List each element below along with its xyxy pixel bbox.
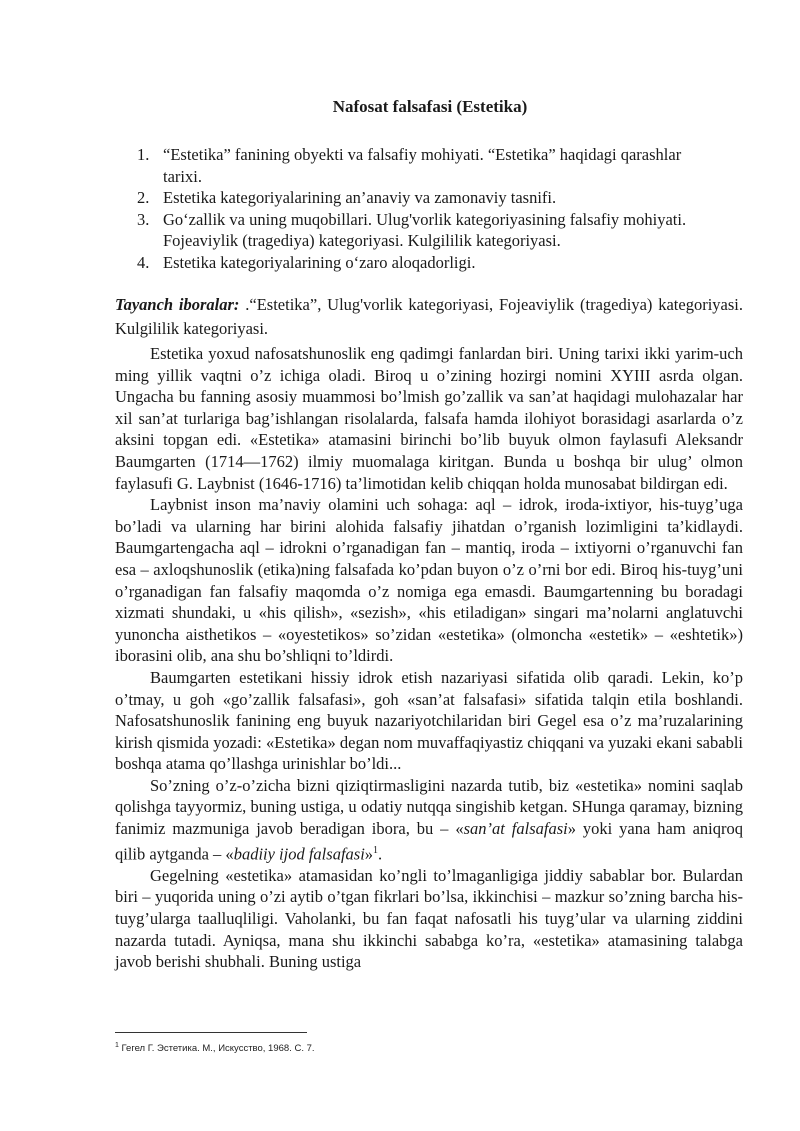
plan-item-number: 2.	[137, 188, 150, 207]
plan-item	[137, 144, 697, 187]
plan-item	[137, 209, 697, 252]
paragraph: Estetika yoxud nafosatshunoslik eng qadimgi fanlardan biri. Uning tarixi ikki yarim-uch ming yillik vaqtni o’z ichiga oladi. Biroq u o’zining hozirgi nomini XYIII asrda olgan. Ungacha bu fanning asosiy muammosi bo’lmish go’zallik va san’at haqidagi mulohazalar har xil san’at turlariga bag’ishlangan risolalarda, falsafa hamda ilohiyot borasidagi asarlarda o’z aksini topgan edi. «Estetika» atamasini birinchi bo’lib buyuk olmon faylasufi Aleksandr Baumgarten (1714—1762) ilmiy muomalaga kiritgan. Bunda u boshqa bir ulug’ olmon faylasufi G. Laybnist (1646-1716) ta’limotidan kelib chiqqan holda munosabat bildirgan edi.	[115, 344, 743, 493]
paragraph-text: .	[378, 844, 383, 864]
paragraph-text: »	[364, 844, 374, 864]
plan-item-number: 3.	[137, 209, 150, 229]
paragraph-text: So’zning o’z-o’zicha bizni qiziqtirmasligini nazarda tutib, biz «estetika» nomini saqlab qolishga tayyormiz, buning ustiga, u odatiy nutqqa singishib ketgan. SHunga qaramay, bizning fanimiz mazmuniga javob beradigan ibora, bu – «	[115, 775, 743, 839]
plan-item-text: “Estetika” fanining obyekti va falsafiy mohiyati. “Estetika” haqidagi qarashlar tarixi.	[163, 145, 682, 186]
paragraph-text: » yoki yana ham aniqroq qilib aytganda – «	[115, 819, 743, 864]
key-terms-text: .“Estetika”, Ulug'vorlik kategoriyasi, Fojeaviylik (tragediya) kategoriyasi. Kulgililik kategoriyasi.	[115, 295, 743, 338]
plan-item-text: Go‘zallik va uning muqobillari. Ulug'vorlik kategoriyasining falsafiy mohiyati. Fojeaviylik (tragediya) kategoriyasi. Kulgililik kategoriyasi.	[163, 209, 687, 250]
plan-item-text: Estetika kategoriyalarining an’anaviy va zamonaviy tasnifi.	[163, 188, 557, 207]
lecture-plan-list	[137, 144, 697, 273]
footnote-separator	[115, 1032, 307, 1033]
footnote-text: Гегел Г. Эстетика. М., Искусство, 1968. С. 7.	[118, 1043, 315, 1055]
footnote-ref[interactable]: 1	[373, 844, 379, 856]
key-terms-label: Tayanch iboralar:	[115, 295, 240, 314]
plan-item-number: 4.	[137, 252, 150, 272]
paragraph: Gegelning «estetika» atamasidan ko’ngli to’lmaganligiga jiddiy sabablar bor. Bulardan biri – yuqorida uning o’zi aytib o’tgan fikrlari bo’lsa, ikkinchisi – mazkur so’zning barcha his-tuyg’ularga taalluqliligi. Vaholanki, bu fan faqat nafosatli his tuyg’ular va ularning ziddini nazarda tutadi. Ayniqsa, mana shu ikkinchi sababga ko’ra, «estetika» atamasining talabga javob berishi shubhali. Buning ustiga	[115, 865, 743, 972]
italic-phrase: badiiy ijod falsafasi	[233, 844, 365, 864]
body-text	[115, 343, 743, 973]
key-terms-paragraph	[115, 293, 743, 341]
document-title: Nafosat falsafasi (Estetika)	[332, 97, 528, 116]
plan-item-number: 1.	[137, 145, 150, 164]
footnote-number: 1	[115, 1042, 119, 1049]
paragraph	[115, 775, 743, 865]
paragraph: Laybnist inson ma’naviy olamini uch sohaga: aql – idrok, iroda-ixtiyor, his-tuyg’uga bo’ladi va ularning har birini alohida falsafiy jihatdan o’rganish lozimligini ta’kidlaydi. Baumgartengacha aql – idrokni o’rganadigan fan – mantiq, iroda – ixtiyorni o’rganuvchi fan esa – axloqshunoslik (etika)ning falsafada ko’pdan buyon o’z o’rni bor edi. Biroq his-tuyg’uni o’rganadigan fan falsafiy maqomda o’z nomiga ega emasdi. Baumgartenning bu boradagi xizmati shundaki, u «his qilish», «sezish», «his etiladigan» singari ma’nolarni anglatuvchi yunoncha aisthetikos – «oyestetikos» so’zidan «estetika» (olmoncha «estetik» – «eshtetik») iborasini olib, ana shu bo’shliqni to’ldirdi.	[115, 495, 743, 666]
footnote	[115, 1042, 315, 1054]
plan-item-text: Estetika kategoriyalarining o‘zaro aloqadorligi.	[163, 252, 476, 272]
plan-item	[137, 252, 697, 274]
plan-item	[137, 187, 697, 209]
paragraph: Baumgarten estetikani hissiy idrok etish nazariyasi sifatida olib qaradi. Lekin, ko’p o’tmay, u goh «go’zallik falsafasi», goh «san’at falsafasi» sifatida talqin etila boshlandi. Nafosatshunoslik fanining eng buyuk nazariyotchilaridan biri Gegel esa o’z ma’ruzalarining kirish qismida yozadi: «Estetika» degan nom muvaffaqiyastiz chiqqani va yuzaki ekani sababli boshqa atama qo’llashga urinishlar bo’ldi...	[115, 667, 743, 774]
italic-phrase: san’at falsafasi	[463, 819, 568, 839]
